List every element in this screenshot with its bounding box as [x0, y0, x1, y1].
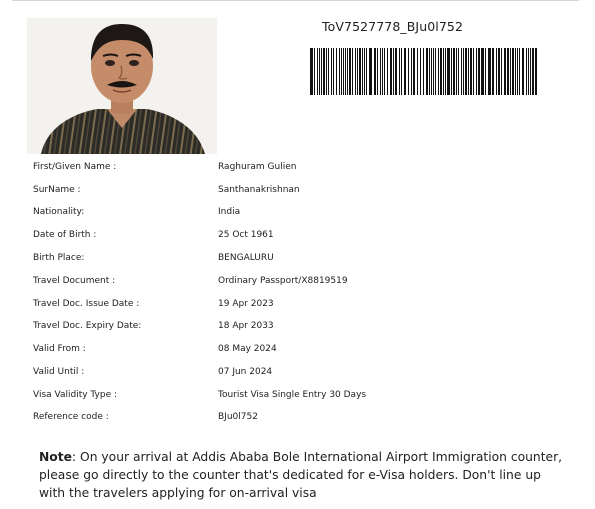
- barcode-bar: [404, 48, 406, 95]
- barcode-bar: [504, 48, 506, 95]
- barcode-bar: [458, 48, 459, 95]
- barcode-bar: [366, 48, 367, 95]
- barcode-bar: [387, 48, 388, 95]
- barcode-bar: [319, 48, 320, 95]
- barcode-bar: [473, 48, 474, 95]
- field-value: 25 Oct 1961: [218, 230, 274, 240]
- barcode-bar: [331, 48, 332, 95]
- barcode-bar: [517, 48, 518, 95]
- barcode-bar: [341, 48, 342, 95]
- barcode-bar: [399, 48, 400, 95]
- field-row-valid-from: [33, 344, 553, 360]
- field-row-first-name: [33, 162, 553, 178]
- barcode-bar: [528, 48, 529, 95]
- barcode-bar: [451, 48, 452, 95]
- barcode-bar: [413, 48, 415, 95]
- barcode-bar: [310, 48, 313, 95]
- barcode-bar: [496, 48, 497, 95]
- barcode-bar: [530, 48, 531, 95]
- barcode-bar: [345, 48, 346, 95]
- field-value: 07 Jun 2024: [218, 367, 273, 377]
- barcode-bar: [333, 48, 334, 95]
- barcode-bar: [435, 48, 436, 95]
- field-label: Nationality:: [33, 207, 85, 217]
- field-row-date-of-birth: [33, 230, 553, 246]
- field-row-issue-date: [33, 299, 553, 315]
- barcode-bar: [512, 48, 514, 95]
- barcode-bar: [314, 48, 315, 95]
- field-value: BENGALURU: [218, 253, 274, 263]
- barcode-bar: [395, 48, 397, 95]
- barcode-bar: [470, 48, 472, 95]
- barcode-icon: [310, 48, 538, 95]
- barcode-bar: [431, 48, 432, 95]
- field-label: First/Given Name :: [33, 162, 117, 172]
- field-label: Valid From :: [33, 344, 86, 354]
- field-label: Travel Doc. Issue Date :: [33, 299, 140, 309]
- barcode-bar: [433, 48, 434, 95]
- barcode-bar: [352, 48, 353, 95]
- field-row-visa-validity-type: [33, 390, 553, 406]
- barcode-bar: [443, 48, 444, 95]
- field-label: Reference code :: [33, 412, 109, 422]
- field-value: India: [218, 207, 241, 217]
- barcode-bar: [357, 48, 358, 95]
- barcode-bar: [445, 48, 446, 95]
- field-row-birth-place: [33, 253, 553, 269]
- field-row-expiry-date: [33, 321, 553, 337]
- barcode-bar: [426, 48, 428, 95]
- barcode-bar: [369, 48, 372, 95]
- barcode-bar: [515, 48, 516, 95]
- barcode-bar: [355, 48, 356, 95]
- arrival-note: [39, 448, 569, 502]
- barcode-bar: [339, 48, 340, 95]
- field-label: Valid Until :: [33, 367, 85, 377]
- barcode-bar: [326, 48, 327, 95]
- barcode-bar: [535, 48, 537, 95]
- field-label: Visa Validity Type :: [33, 390, 117, 400]
- reference-display: ToV7527778_BJu0l752: [322, 19, 463, 34]
- barcode-bar: [463, 48, 464, 95]
- barcode-bar: [328, 48, 329, 95]
- barcode-bar: [519, 48, 520, 95]
- barcode-bar: [321, 48, 322, 95]
- barcode-bar: [390, 48, 392, 95]
- top-divider: [12, 0, 579, 1]
- barcode-bar: [380, 48, 381, 95]
- barcode-bar: [492, 48, 494, 95]
- field-value: Tourist Visa Single Entry 30 Days: [218, 390, 367, 400]
- portrait-icon: [27, 18, 217, 154]
- barcode-bar: [526, 48, 527, 95]
- barcode-bar: [382, 48, 383, 95]
- barcode-bar: [317, 48, 318, 95]
- barcode-bar: [401, 48, 402, 95]
- barcode-bar: [478, 48, 480, 95]
- field-label: SurName :: [33, 185, 81, 195]
- note-text: : On your arrival at Addis Ababa Bole International Airport Immigration counter, please go directly to the counter that's dedicated for e-Visa holders. Don't line up with the travelers applying for on-arrival visa: [39, 450, 563, 500]
- field-value: Raghuram Gulien: [218, 162, 297, 172]
- barcode-bar: [347, 48, 348, 95]
- barcode-bar: [461, 48, 462, 95]
- barcode-bar: [411, 48, 412, 95]
- field-value: 19 Apr 2023: [218, 299, 274, 309]
- field-row-nationality: [33, 207, 553, 223]
- applicant-photo: [27, 18, 217, 154]
- barcode-bar: [465, 48, 467, 95]
- barcode-bar: [488, 48, 491, 95]
- field-row-valid-until: [33, 367, 553, 383]
- field-value: 18 Apr 2033: [218, 321, 274, 331]
- barcode-bar: [336, 48, 337, 95]
- barcode-bar: [393, 48, 394, 95]
- field-row-travel-document: [33, 276, 553, 292]
- field-row-reference-code: [33, 412, 553, 428]
- field-label: Date of Birth :: [33, 230, 97, 240]
- barcode-bar: [359, 48, 361, 95]
- barcode-bar: [429, 48, 430, 95]
- barcode-bar: [532, 48, 534, 95]
- barcode-bar: [408, 48, 409, 95]
- barcode-bar: [456, 48, 457, 95]
- field-label: Travel Document :: [33, 276, 116, 286]
- field-label: Travel Doc. Expiry Date:: [33, 321, 142, 331]
- barcode-bar: [364, 48, 365, 95]
- barcode-bar: [440, 48, 442, 95]
- field-value: Santhanakrishnan: [218, 185, 300, 195]
- field-row-surname: [33, 185, 553, 201]
- barcode-bar: [481, 48, 484, 95]
- barcode-bar: [423, 48, 424, 95]
- barcode-bar: [522, 48, 524, 95]
- barcode-bar: [447, 48, 450, 95]
- barcode-bar: [510, 48, 511, 95]
- field-value: 08 May 2024: [218, 344, 277, 354]
- barcode-bar: [438, 48, 439, 95]
- barcode-bar: [417, 48, 418, 95]
- barcode-bar: [377, 48, 378, 95]
- barcode-bar: [343, 48, 344, 95]
- barcode-bar: [468, 48, 469, 95]
- note-label: Note: [39, 450, 72, 464]
- barcode-bar: [453, 48, 455, 95]
- field-value: BJu0l752: [218, 412, 258, 422]
- barcode-bar: [323, 48, 325, 95]
- barcode-bar: [501, 48, 502, 95]
- barcode-bar: [420, 48, 421, 95]
- barcode-bar: [384, 48, 385, 95]
- barcode-bar: [362, 48, 363, 95]
- barcode-bar: [374, 48, 376, 95]
- field-label: Birth Place:: [33, 253, 85, 263]
- barcode-bar: [507, 48, 509, 95]
- barcode-bar: [349, 48, 351, 95]
- barcode-bar: [498, 48, 500, 95]
- barcode-bar: [476, 48, 477, 95]
- barcode-bar: [485, 48, 486, 95]
- field-value: Ordinary Passport/X8819519: [218, 276, 348, 286]
